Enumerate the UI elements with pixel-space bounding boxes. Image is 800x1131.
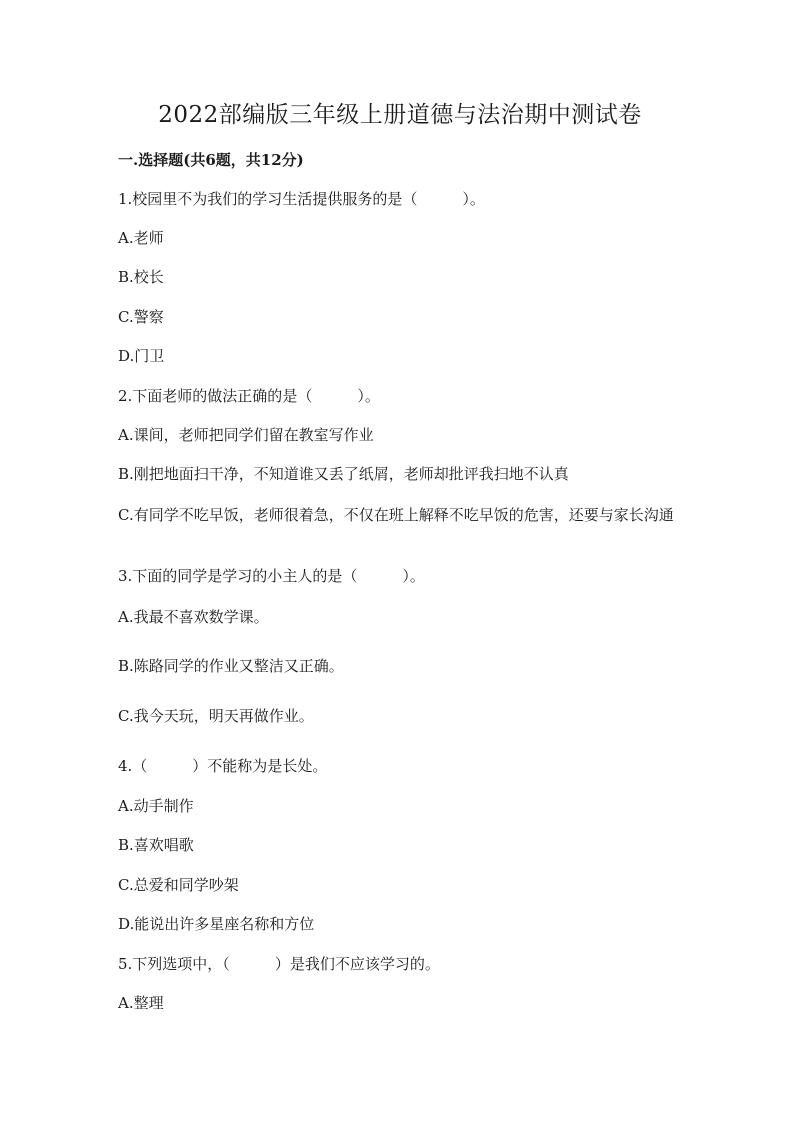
question-2-stem: 2.下面老师的做法正确的是（ ）。	[118, 387, 380, 405]
question-1-option-d: D.门卫	[118, 347, 165, 365]
section-heading: 一.选择题(共6题，共12分)	[118, 151, 304, 169]
question-2-option-a: A.课间，老师把同学们留在教室写作业	[118, 426, 374, 444]
question-1-option-b: B.校长	[118, 268, 164, 286]
question-1-stem: 1.校园里不为我们的学习生活提供服务的是（ ）。	[118, 190, 485, 208]
question-4-option-a: A.动手制作	[118, 797, 194, 815]
question-4-stem: 4.（ ）不能称为是长处。	[118, 757, 328, 775]
question-2-option-c: C.有同学不吃早饭，老师很着急，不仅在班上解释不吃早饭的危害，还要与家长沟通	[118, 506, 674, 524]
question-3-stem: 3.下面的同学是学习的小主人的是（ ）。	[118, 567, 425, 585]
question-3-option-b: B.陈路同学的作业又整洁又正确。	[118, 657, 344, 675]
question-4-option-d: D.能说出许多星座名称和方位	[118, 915, 315, 933]
question-2-option-b: B.刚把地面扫干净，不知道谁又丢了纸屑，老师却批评我扫地不认真	[118, 465, 569, 483]
question-1-option-c: C.警察	[118, 308, 164, 326]
question-3-option-c: C.我今天玩，明天再做作业。	[118, 707, 314, 725]
question-3-option-a: A.我最不喜欢数学课。	[118, 608, 269, 626]
question-4-option-c: C.总爱和同学吵架	[118, 876, 239, 894]
page-title: 2022部编版三年级上册道德与法治期中测试卷	[158, 102, 642, 128]
question-4-option-b: B.喜欢唱歌	[118, 836, 194, 854]
question-5-option-a: A.整理	[118, 994, 164, 1012]
question-5-stem: 5.下列选项中，（ ）是我们不应该学习的。	[118, 955, 440, 973]
question-1-option-a: A.老师	[118, 229, 164, 247]
